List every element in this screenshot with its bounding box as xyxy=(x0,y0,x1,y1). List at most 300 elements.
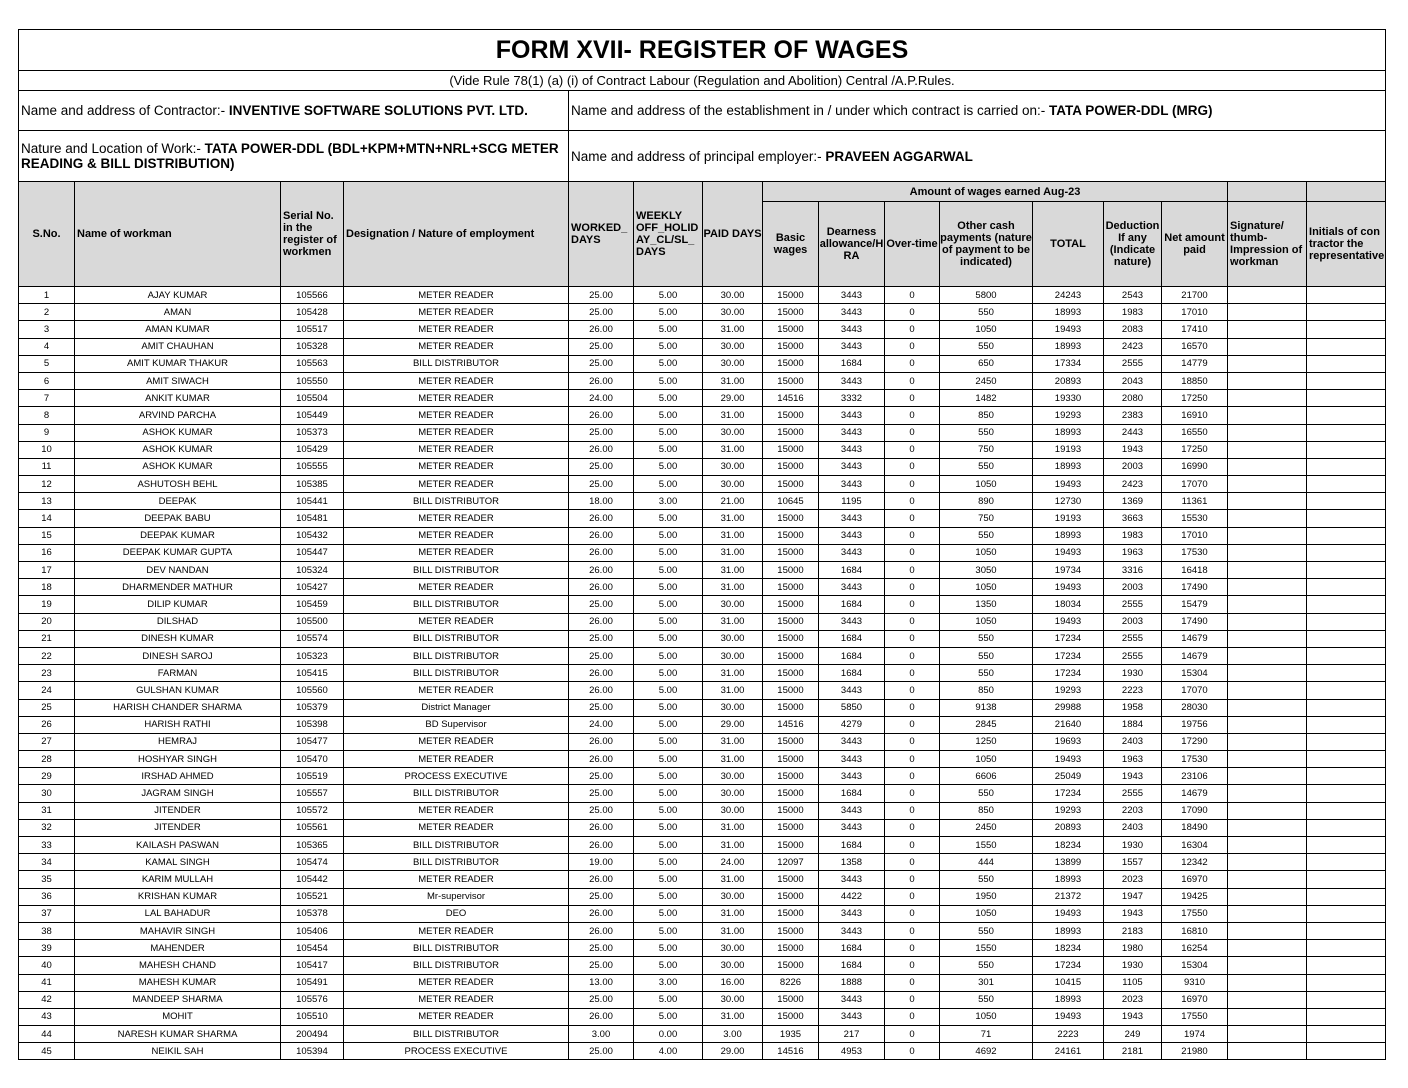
cell-deduction: 2003 xyxy=(1104,579,1162,596)
cell-signature xyxy=(1228,613,1307,630)
cell-deduction: 1983 xyxy=(1104,527,1162,544)
cell-da: 3443 xyxy=(819,476,885,493)
cell-weekly-off: 5.00 xyxy=(634,579,703,596)
table-row xyxy=(19,562,1386,579)
cell-initials xyxy=(1307,493,1386,510)
table-row xyxy=(19,647,1386,664)
cell-worked: 13.00 xyxy=(569,974,634,991)
cell-name: ANKIT KUMAR xyxy=(75,390,281,407)
cell-name: JITENDER xyxy=(75,819,281,836)
cell-worked: 25.00 xyxy=(569,458,634,475)
cell-weekly-off: 4.00 xyxy=(634,1043,703,1060)
cell-worked: 25.00 xyxy=(569,338,634,355)
cell-initials xyxy=(1307,699,1386,716)
cell-other-cash: 650 xyxy=(940,355,1033,372)
cell-net: 18850 xyxy=(1162,372,1228,389)
cell-overtime: 0 xyxy=(885,974,940,991)
table-row xyxy=(19,888,1386,905)
cell-serial: 105491 xyxy=(281,974,344,991)
cell-total: 19493 xyxy=(1033,321,1104,338)
employer-value: PRAVEEN AGGARWAL xyxy=(825,148,973,164)
cell-net: 17550 xyxy=(1162,1008,1228,1025)
cell-net: 17410 xyxy=(1162,321,1228,338)
cell-other-cash: 850 xyxy=(940,802,1033,819)
cell-total: 17234 xyxy=(1033,665,1104,682)
cell-paid: 30.00 xyxy=(703,287,763,304)
cell-overtime: 0 xyxy=(885,493,940,510)
cell-serial: 105561 xyxy=(281,819,344,836)
cell-sno: 12 xyxy=(19,476,75,493)
cell-worked: 26.00 xyxy=(569,544,634,561)
cell-da: 4279 xyxy=(819,716,885,733)
cell-da: 3443 xyxy=(819,905,885,922)
cell-overtime: 0 xyxy=(885,768,940,785)
cell-initials xyxy=(1307,407,1386,424)
cell-designation: BILL DISTRIBUTOR xyxy=(344,562,569,579)
cell-net: 15304 xyxy=(1162,957,1228,974)
cell-designation: METER READER xyxy=(344,321,569,338)
cell-da: 1684 xyxy=(819,837,885,854)
cell-signature xyxy=(1228,819,1307,836)
col-total: TOTAL xyxy=(1033,202,1104,287)
cell-overtime: 0 xyxy=(885,716,940,733)
cell-deduction: 1958 xyxy=(1104,699,1162,716)
cell-name: GULSHAN KUMAR xyxy=(75,682,281,699)
table-row xyxy=(19,837,1386,854)
cell-sno: 21 xyxy=(19,630,75,647)
cell-serial: 105398 xyxy=(281,716,344,733)
table-row xyxy=(19,974,1386,991)
cell-initials xyxy=(1307,390,1386,407)
cell-weekly-off: 5.00 xyxy=(634,957,703,974)
cell-worked: 25.00 xyxy=(569,596,634,613)
cell-deduction: 249 xyxy=(1104,1026,1162,1043)
table-row xyxy=(19,338,1386,355)
cell-name: HARISH RATHI xyxy=(75,716,281,733)
cell-total: 19493 xyxy=(1033,751,1104,768)
cell-name: DINESH KUMAR xyxy=(75,630,281,647)
cell-name: KARIM MULLAH xyxy=(75,871,281,888)
cell-total: 12730 xyxy=(1033,493,1104,510)
table-row xyxy=(19,355,1386,372)
cell-paid: 31.00 xyxy=(703,871,763,888)
cell-total: 29988 xyxy=(1033,699,1104,716)
cell-weekly-off: 5.00 xyxy=(634,1008,703,1025)
cell-name: DINESH SAROJ xyxy=(75,647,281,664)
cell-da: 3443 xyxy=(819,991,885,1008)
cell-basic: 15000 xyxy=(763,424,819,441)
cell-total: 17234 xyxy=(1033,647,1104,664)
cell-paid: 30.00 xyxy=(703,630,763,647)
cell-basic: 15000 xyxy=(763,304,819,321)
cell-sno: 3 xyxy=(19,321,75,338)
cell-da: 217 xyxy=(819,1026,885,1043)
cell-da: 1684 xyxy=(819,630,885,647)
cell-da: 3443 xyxy=(819,407,885,424)
cell-total: 18234 xyxy=(1033,940,1104,957)
cell-name: KRISHAN KUMAR xyxy=(75,888,281,905)
cell-overtime: 0 xyxy=(885,562,940,579)
cell-basic: 15000 xyxy=(763,733,819,750)
cell-initials xyxy=(1307,733,1386,750)
cell-net: 16970 xyxy=(1162,991,1228,1008)
cell-overtime: 0 xyxy=(885,355,940,372)
col-serial: Serial No. in the register of workmen xyxy=(281,182,344,287)
cell-da: 3443 xyxy=(819,922,885,939)
cell-name: KAILASH PASWAN xyxy=(75,837,281,854)
cell-net: 17490 xyxy=(1162,613,1228,630)
cell-initials xyxy=(1307,613,1386,630)
cell-initials xyxy=(1307,888,1386,905)
cell-serial: 105504 xyxy=(281,390,344,407)
cell-paid: 30.00 xyxy=(703,647,763,664)
cell-da: 3443 xyxy=(819,682,885,699)
cell-total: 18993 xyxy=(1033,871,1104,888)
cell-designation: METER READER xyxy=(344,802,569,819)
cell-other-cash: 1250 xyxy=(940,733,1033,750)
cell-net: 9310 xyxy=(1162,974,1228,991)
cell-overtime: 0 xyxy=(885,544,940,561)
cell-serial: 105576 xyxy=(281,991,344,1008)
cell-initials xyxy=(1307,596,1386,613)
table-row xyxy=(19,751,1386,768)
cell-weekly-off: 5.00 xyxy=(634,304,703,321)
cell-overtime: 0 xyxy=(885,1026,940,1043)
cell-da: 3443 xyxy=(819,304,885,321)
cell-overtime: 0 xyxy=(885,510,940,527)
cell-weekly-off: 5.00 xyxy=(634,837,703,854)
cell-overtime: 0 xyxy=(885,751,940,768)
cell-sno: 8 xyxy=(19,407,75,424)
cell-net: 14779 xyxy=(1162,355,1228,372)
cell-basic: 15000 xyxy=(763,957,819,974)
cell-overtime: 0 xyxy=(885,785,940,802)
cell-worked: 26.00 xyxy=(569,905,634,922)
cell-initials xyxy=(1307,837,1386,854)
cell-weekly-off: 5.00 xyxy=(634,424,703,441)
cell-designation: BILL DISTRIBUTOR xyxy=(344,1026,569,1043)
cell-total: 13899 xyxy=(1033,854,1104,871)
cell-net: 16550 xyxy=(1162,424,1228,441)
cell-deduction: 2403 xyxy=(1104,733,1162,750)
cell-weekly-off: 5.00 xyxy=(634,733,703,750)
cell-designation: BILL DISTRIBUTOR xyxy=(344,854,569,871)
cell-basic: 15000 xyxy=(763,458,819,475)
cell-initials xyxy=(1307,562,1386,579)
cell-net: 14679 xyxy=(1162,785,1228,802)
cell-sno: 17 xyxy=(19,562,75,579)
cell-net: 17090 xyxy=(1162,802,1228,819)
cell-paid: 31.00 xyxy=(703,905,763,922)
cell-sno: 24 xyxy=(19,682,75,699)
cell-weekly-off: 5.00 xyxy=(634,630,703,647)
cell-overtime: 0 xyxy=(885,441,940,458)
cell-signature xyxy=(1228,751,1307,768)
cell-serial: 105442 xyxy=(281,871,344,888)
cell-designation: METER READER xyxy=(344,458,569,475)
cell-weekly-off: 5.00 xyxy=(634,751,703,768)
cell-paid: 3.00 xyxy=(703,1026,763,1043)
cell-serial: 105563 xyxy=(281,355,344,372)
cell-basic: 14516 xyxy=(763,716,819,733)
cell-other-cash: 1550 xyxy=(940,940,1033,957)
cell-basic: 15000 xyxy=(763,888,819,905)
cell-serial: 200494 xyxy=(281,1026,344,1043)
cell-sno: 4 xyxy=(19,338,75,355)
cell-deduction: 1963 xyxy=(1104,544,1162,561)
cell-weekly-off: 5.00 xyxy=(634,854,703,871)
cell-paid: 31.00 xyxy=(703,733,763,750)
cell-signature xyxy=(1228,407,1307,424)
cell-initials xyxy=(1307,751,1386,768)
cell-name: JITENDER xyxy=(75,802,281,819)
cell-deduction: 1943 xyxy=(1104,768,1162,785)
cell-da: 1684 xyxy=(819,940,885,957)
cell-net: 11361 xyxy=(1162,493,1228,510)
cell-other-cash: 3050 xyxy=(940,562,1033,579)
cell-designation: BILL DISTRIBUTOR xyxy=(344,647,569,664)
cell-name: JAGRAM SINGH xyxy=(75,785,281,802)
cell-sno: 13 xyxy=(19,493,75,510)
col-da: Dearness allowance/H RA xyxy=(819,202,885,287)
col-initials: Initials of con tractor the representative xyxy=(1307,202,1386,287)
cell-name: MAHENDER xyxy=(75,940,281,957)
cell-deduction: 3316 xyxy=(1104,562,1162,579)
cell-total: 17334 xyxy=(1033,355,1104,372)
cell-sno: 36 xyxy=(19,888,75,905)
cell-da: 1684 xyxy=(819,785,885,802)
cell-sno: 14 xyxy=(19,510,75,527)
cell-overtime: 0 xyxy=(885,338,940,355)
cell-signature xyxy=(1228,922,1307,939)
cell-da: 3443 xyxy=(819,802,885,819)
cell-basic: 8226 xyxy=(763,974,819,991)
cell-other-cash: 550 xyxy=(940,785,1033,802)
table-row xyxy=(19,922,1386,939)
cell-initials xyxy=(1307,304,1386,321)
cell-serial: 105432 xyxy=(281,527,344,544)
col-deduction: Deduction If any (Indicate nature) xyxy=(1104,202,1162,287)
cell-deduction: 2423 xyxy=(1104,476,1162,493)
cell-name: DEEPAK xyxy=(75,493,281,510)
cell-basic: 15000 xyxy=(763,544,819,561)
cell-paid: 30.00 xyxy=(703,424,763,441)
cell-other-cash: 1050 xyxy=(940,579,1033,596)
cell-worked: 26.00 xyxy=(569,871,634,888)
cell-designation: METER READER xyxy=(344,304,569,321)
cell-deduction: 2003 xyxy=(1104,613,1162,630)
cell-designation: METER READER xyxy=(344,287,569,304)
cell-paid: 31.00 xyxy=(703,321,763,338)
col-sno: S.No. xyxy=(19,182,75,287)
cell-sno: 35 xyxy=(19,871,75,888)
cell-name: DEEPAK KUMAR GUPTA xyxy=(75,544,281,561)
cell-net: 16810 xyxy=(1162,922,1228,939)
cell-name: ASHOK KUMAR xyxy=(75,458,281,475)
cell-deduction: 1930 xyxy=(1104,665,1162,682)
cell-initials xyxy=(1307,424,1386,441)
cell-total: 18034 xyxy=(1033,596,1104,613)
table-row xyxy=(19,321,1386,338)
cell-weekly-off: 3.00 xyxy=(634,493,703,510)
cell-total: 17234 xyxy=(1033,785,1104,802)
cell-deduction: 2223 xyxy=(1104,682,1162,699)
cell-overtime: 0 xyxy=(885,957,940,974)
cell-worked: 25.00 xyxy=(569,940,634,957)
cell-signature xyxy=(1228,665,1307,682)
table-row xyxy=(19,458,1386,475)
cell-da: 3443 xyxy=(819,544,885,561)
cell-other-cash: 550 xyxy=(940,527,1033,544)
cell-total: 18993 xyxy=(1033,338,1104,355)
cell-initials xyxy=(1307,957,1386,974)
cell-designation: METER READER xyxy=(344,372,569,389)
cell-sno: 41 xyxy=(19,974,75,991)
cell-deduction: 3663 xyxy=(1104,510,1162,527)
cell-deduction: 2555 xyxy=(1104,647,1162,664)
cell-worked: 26.00 xyxy=(569,733,634,750)
cell-initials xyxy=(1307,510,1386,527)
cell-worked: 26.00 xyxy=(569,1008,634,1025)
cell-basic: 15000 xyxy=(763,785,819,802)
cell-name: ASHOK KUMAR xyxy=(75,441,281,458)
cell-signature xyxy=(1228,716,1307,733)
cell-name: NEIKIL SAH xyxy=(75,1043,281,1060)
cell-da: 3332 xyxy=(819,390,885,407)
cell-designation: METER READER xyxy=(344,751,569,768)
cell-name: ASHOK KUMAR xyxy=(75,424,281,441)
cell-serial: 105365 xyxy=(281,837,344,854)
cell-name: AMAN KUMAR xyxy=(75,321,281,338)
cell-designation: METER READER xyxy=(344,544,569,561)
cell-weekly-off: 5.00 xyxy=(634,338,703,355)
cell-deduction: 1557 xyxy=(1104,854,1162,871)
cell-signature xyxy=(1228,579,1307,596)
cell-initials xyxy=(1307,441,1386,458)
cell-name: AJAY KUMAR xyxy=(75,287,281,304)
cell-worked: 26.00 xyxy=(569,372,634,389)
cell-signature xyxy=(1228,476,1307,493)
cell-total: 19493 xyxy=(1033,579,1104,596)
cell-signature xyxy=(1228,390,1307,407)
cell-initials xyxy=(1307,287,1386,304)
cell-name: NARESH KUMAR SHARMA xyxy=(75,1026,281,1043)
table-row xyxy=(19,630,1386,647)
cell-other-cash: 890 xyxy=(940,493,1033,510)
cell-sno: 10 xyxy=(19,441,75,458)
cell-total: 21372 xyxy=(1033,888,1104,905)
col-weekly-off: WEEKLY OFF_HOLID AY_CL/SL_ DAYS xyxy=(634,182,703,287)
cell-name: IRSHAD AHMED xyxy=(75,768,281,785)
cell-overtime: 0 xyxy=(885,699,940,716)
cell-total: 19193 xyxy=(1033,510,1104,527)
cell-weekly-off: 5.00 xyxy=(634,647,703,664)
cell-name: DILIP KUMAR xyxy=(75,596,281,613)
cell-signature xyxy=(1228,871,1307,888)
table-row xyxy=(19,510,1386,527)
cell-worked: 25.00 xyxy=(569,287,634,304)
cell-initials xyxy=(1307,1043,1386,1060)
cell-initials xyxy=(1307,458,1386,475)
cell-paid: 31.00 xyxy=(703,510,763,527)
cell-deduction: 1980 xyxy=(1104,940,1162,957)
col-net: Net amount paid xyxy=(1162,202,1228,287)
cell-designation: PROCESS EXECUTIVE xyxy=(344,768,569,785)
cell-overtime: 0 xyxy=(885,647,940,664)
cell-serial: 105378 xyxy=(281,905,344,922)
cell-other-cash: 2845 xyxy=(940,716,1033,733)
cell-signature xyxy=(1228,321,1307,338)
cell-basic: 15000 xyxy=(763,372,819,389)
cell-paid: 31.00 xyxy=(703,751,763,768)
cell-weekly-off: 5.00 xyxy=(634,716,703,733)
cell-initials xyxy=(1307,905,1386,922)
cell-basic: 15000 xyxy=(763,819,819,836)
cell-paid: 30.00 xyxy=(703,338,763,355)
cell-sno: 26 xyxy=(19,716,75,733)
cell-paid: 31.00 xyxy=(703,682,763,699)
cell-sno: 44 xyxy=(19,1026,75,1043)
cell-basic: 15000 xyxy=(763,802,819,819)
cell-overtime: 0 xyxy=(885,287,940,304)
cell-paid: 30.00 xyxy=(703,785,763,802)
cell-signature xyxy=(1228,596,1307,613)
cell-net: 16990 xyxy=(1162,458,1228,475)
col-basic: Basic wages xyxy=(763,202,819,287)
cell-paid: 29.00 xyxy=(703,390,763,407)
cell-basic: 15000 xyxy=(763,562,819,579)
cell-sno: 29 xyxy=(19,768,75,785)
cell-initials xyxy=(1307,682,1386,699)
cell-paid: 31.00 xyxy=(703,579,763,596)
cell-worked: 25.00 xyxy=(569,424,634,441)
table-row xyxy=(19,905,1386,922)
table-row xyxy=(19,407,1386,424)
cell-name: LAL BAHADUR xyxy=(75,905,281,922)
cell-serial: 105459 xyxy=(281,596,344,613)
cell-initials xyxy=(1307,785,1386,802)
cell-basic: 14516 xyxy=(763,1043,819,1060)
cell-basic: 15000 xyxy=(763,905,819,922)
cell-total: 19493 xyxy=(1033,1008,1104,1025)
cell-basic: 15000 xyxy=(763,682,819,699)
cell-signature xyxy=(1228,527,1307,544)
cell-paid: 31.00 xyxy=(703,837,763,854)
cell-deduction: 2203 xyxy=(1104,802,1162,819)
cell-serial: 105572 xyxy=(281,802,344,819)
cell-deduction: 1930 xyxy=(1104,837,1162,854)
cell-worked: 26.00 xyxy=(569,819,634,836)
cell-initials xyxy=(1307,630,1386,647)
cell-designation: METER READER xyxy=(344,579,569,596)
cell-serial: 105550 xyxy=(281,372,344,389)
cell-paid: 30.00 xyxy=(703,940,763,957)
cell-signature xyxy=(1228,785,1307,802)
cell-basic: 15000 xyxy=(763,991,819,1008)
cell-other-cash: 550 xyxy=(940,304,1033,321)
cell-weekly-off: 5.00 xyxy=(634,802,703,819)
cell-total: 18993 xyxy=(1033,922,1104,939)
cell-deduction: 2555 xyxy=(1104,596,1162,613)
cell-designation: METER READER xyxy=(344,441,569,458)
cell-basic: 15000 xyxy=(763,630,819,647)
cell-other-cash: 1050 xyxy=(940,476,1033,493)
cell-basic: 12097 xyxy=(763,854,819,871)
cell-initials xyxy=(1307,321,1386,338)
cell-net: 17010 xyxy=(1162,304,1228,321)
col-overtime: Over-time xyxy=(885,202,940,287)
contractor-cell xyxy=(19,91,569,131)
